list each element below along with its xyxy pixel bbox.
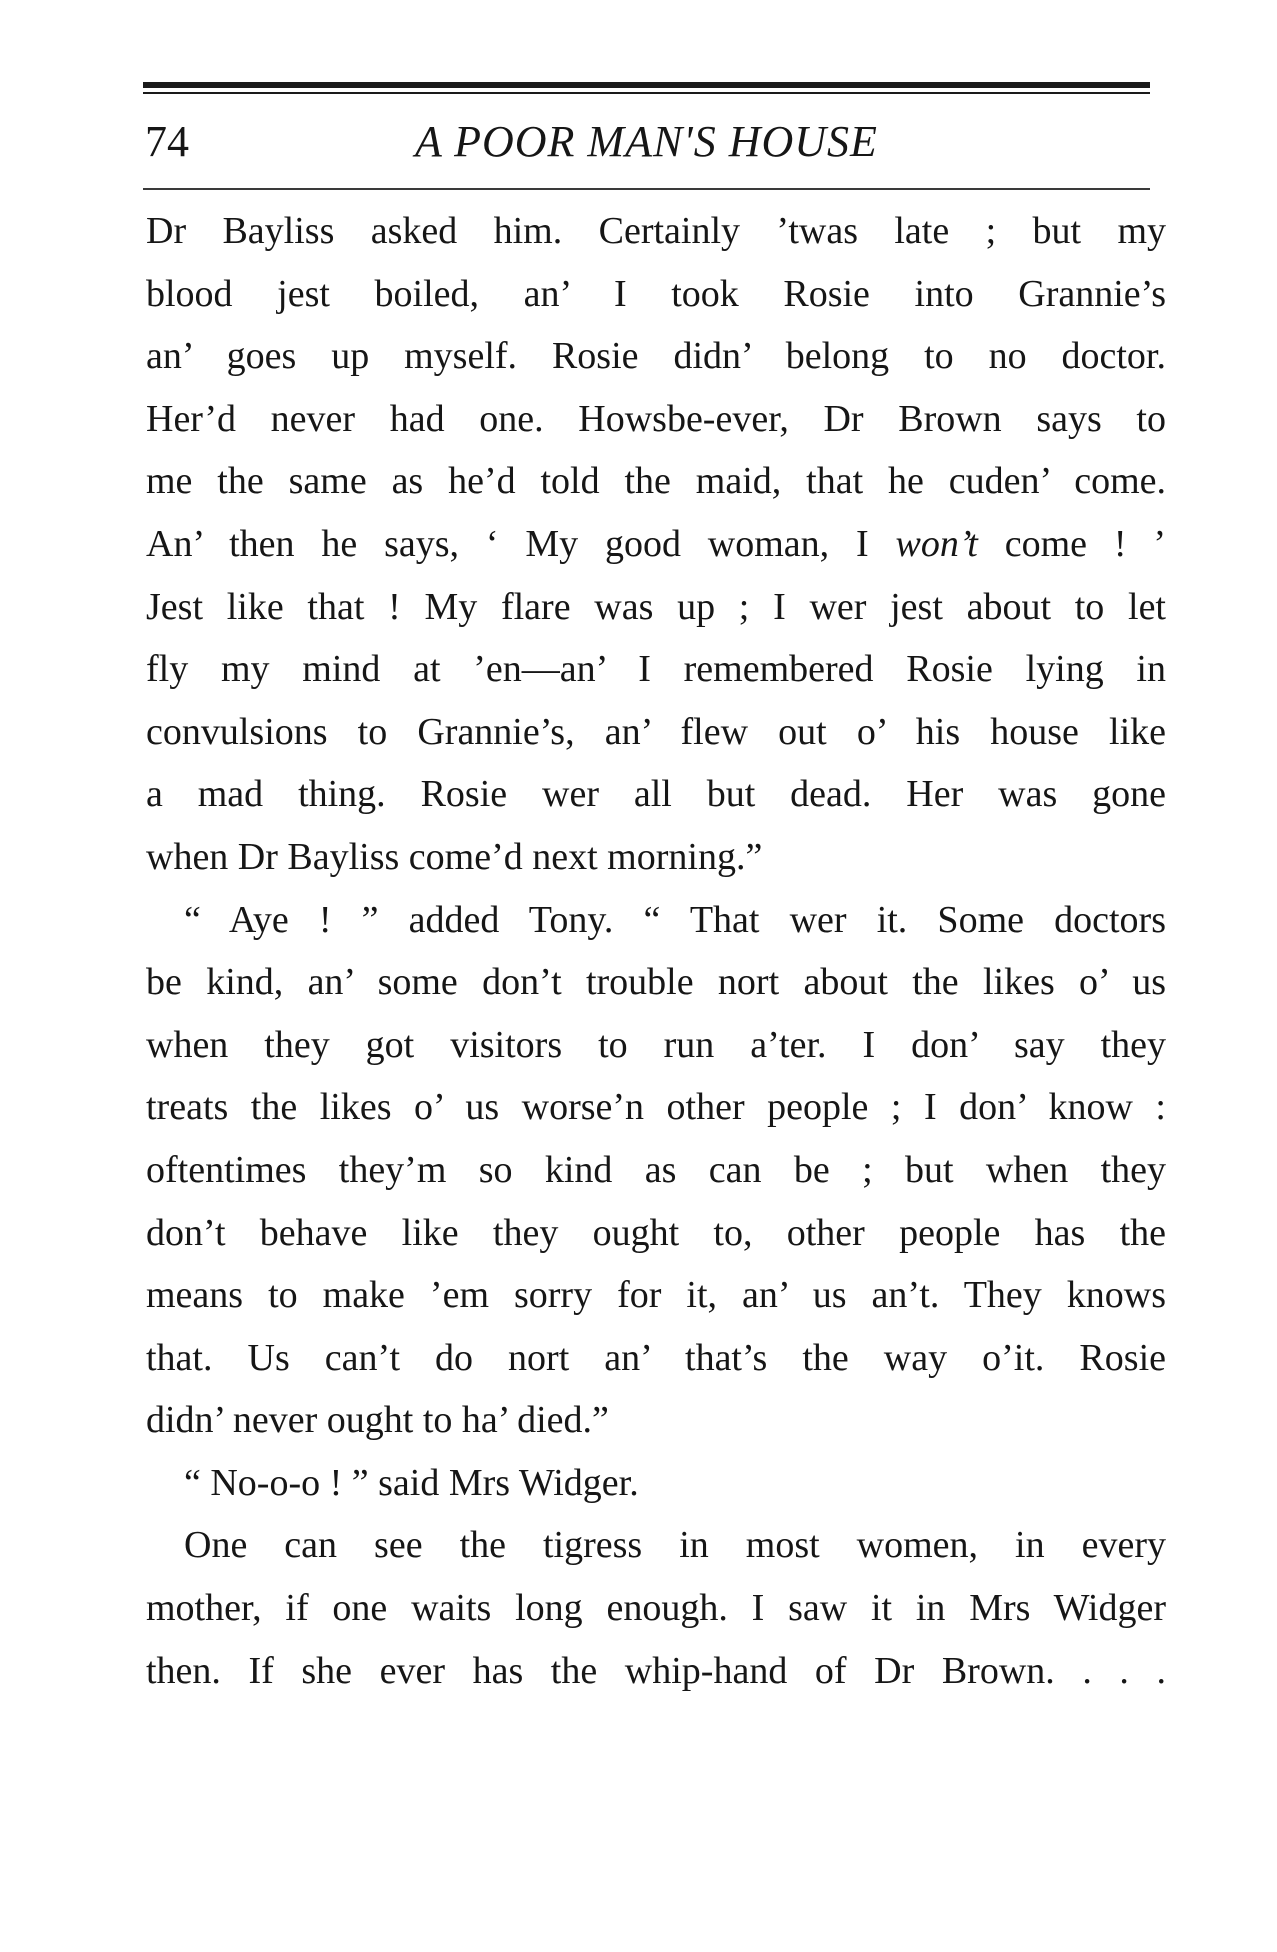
page-number: 74 — [145, 117, 189, 166]
text-segment: come ! ’ — [977, 522, 1166, 565]
text-line: me the same as he’d told the maid, that he cuden’ come. — [146, 460, 1166, 503]
text-line: One can see the tigress in most women, in every — [184, 1524, 1166, 1567]
text-line: Her’d never had one. Howsbe-ever, Dr Brown says to — [146, 397, 1166, 440]
italic-word: won’t — [895, 522, 978, 565]
text-line: Jest like that ! My flare was up ; I wer jest about to let — [146, 585, 1166, 628]
text-line: Dr Bayliss asked him. Certainly ’twas late ; but my — [146, 210, 1166, 252]
body-text — [146, 200, 1166, 1702]
text-line: convulsions to Grannie’s, an’ flew out o’ his house like — [146, 710, 1166, 753]
text-line: “ No-o-o ! ” said Mrs Widger. — [184, 1461, 639, 1504]
text-line-italic — [146, 513, 1166, 576]
text-line: an’ goes up myself. Rosie didn’ belong to no doctor. — [146, 335, 1166, 378]
header-rule-thick — [143, 82, 1150, 88]
text-line: when Dr Bayliss come’d next morning.” — [146, 835, 763, 878]
running-title: A POOR MAN'S HOUSE — [415, 117, 878, 166]
header-underline — [143, 188, 1150, 190]
text-line: means to make ’em sorry for it, an’ us an’t. They knows — [146, 1274, 1166, 1317]
text-line: mother, if one waits long enough. I saw it in Mrs Widger — [146, 1587, 1166, 1630]
text-line: a mad thing. Rosie wer all but dead. Her was gone — [146, 773, 1166, 816]
page-header — [143, 108, 1150, 178]
text-line: “ Aye ! ” added Tony. “ That wer it. Some doctors — [184, 898, 1166, 941]
text-line: fly my mind at ’en—an’ I remembered Rosie lying in — [146, 648, 1166, 691]
text-line: that. Us can’t do nort an’ that’s the way o’it. Rosie — [146, 1336, 1166, 1379]
text-line: don’t behave like they ought to, other people has the — [146, 1211, 1166, 1254]
text-line: when they got visitors to run a’ter. I don’ say they — [146, 1023, 1166, 1066]
text-line: treats the likes o’ us worse’n other people ; I don’ know : — [146, 1086, 1166, 1129]
text-line: didn’ never ought to ha’ died.” — [146, 1399, 609, 1442]
text-line: oftentimes they’m so kind as can be ; but when they — [146, 1148, 1166, 1191]
text-line: be kind, an’ some don’t trouble nort about the likes o’ us — [146, 961, 1166, 1004]
text-segment: An’ then he says, ‘ My good woman, I — [146, 522, 896, 565]
text-line: then. If she ever has the whip-hand of Dr Brown. . . . — [146, 1649, 1166, 1692]
text-line: blood jest boiled, an’ I took Rosie into Grannie’s — [146, 272, 1166, 315]
header-rule-thin — [143, 92, 1150, 94]
